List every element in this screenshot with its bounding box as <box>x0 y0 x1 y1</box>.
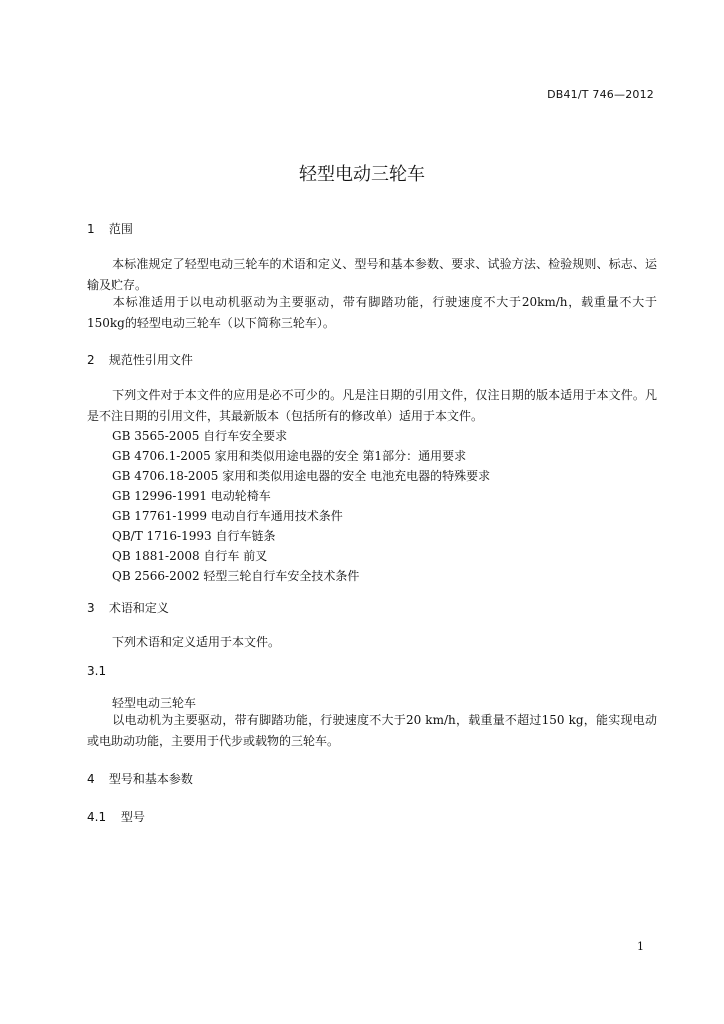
section-title: 术语和定义 <box>108 601 169 615</box>
section-number: 2 <box>87 353 95 367</box>
section-1-paragraph-1 <box>87 254 657 296</box>
paragraph-text: 本标准规定了轻型电动三轮车的术语和定义、型号和基本参数、要求、试验方法、检验规则、标志、运输及贮存。 <box>87 257 657 292</box>
section-number: 1 <box>87 222 95 236</box>
paragraph-text: 下列术语和定义适用于本文件。 <box>112 635 281 649</box>
paragraph-text: 下列文件对于本文件的应用是必不可少的。凡是注日期的引用文件，仅注日期的版本适用于本文件。凡是不注日期的引用文件，其最新版本（包括所有的修改单）适用于本文件。 <box>87 388 657 423</box>
subsection-4-1-heading <box>87 808 145 825</box>
subsection-number: 4.1 <box>87 810 107 824</box>
section-number: 4 <box>87 772 95 786</box>
reference-item: GB 3565-2005 自行车安全要求 <box>112 429 288 443</box>
section-title: 型号和基本参数 <box>108 772 193 786</box>
reference-item: QB 2566-2002 轻型三轮自行车安全技术条件 <box>112 569 360 583</box>
term-heading: 轻型电动三轮车 <box>112 696 197 710</box>
section-2-paragraph-1 <box>87 385 657 427</box>
section-3-heading <box>87 599 169 616</box>
section-title: 规范性引用文件 <box>108 353 193 367</box>
section-2-heading <box>87 351 193 368</box>
reference-item: GB 12996-1991 电动轮椅车 <box>112 489 271 503</box>
paragraph-text: 以电动机为主要驱动，带有脚踏功能，行驶速度不大于20 km/h，载重量不超过150 kg，能实现电动或电助动功能，主要用于代步或载物的三轮车。 <box>87 713 657 748</box>
document-title: 轻型电动三轮车 <box>299 164 425 185</box>
reference-item: GB 4706.18-2005 家用和类似用途电器的安全 电池充电器的特殊要求 <box>112 469 491 483</box>
reference-item: QB 1881-2008 自行车 前叉 <box>112 549 268 563</box>
document-code: DB41/T 746—2012 <box>547 88 654 101</box>
page-number: 1 <box>637 940 644 953</box>
section-number: 3 <box>87 601 95 615</box>
subsection-3-1-number: 3.1 <box>87 664 107 678</box>
reference-item: GB 17761-1999 电动自行车通用技术条件 <box>112 509 343 523</box>
section-3-paragraph-1 <box>87 632 657 653</box>
reference-list <box>112 426 490 586</box>
reference-item: GB 4706.1-2005 家用和类似用途电器的安全 第1部分：通用要求 <box>112 449 467 463</box>
term-definition <box>87 710 657 752</box>
section-1-heading <box>87 220 133 237</box>
section-4-heading <box>87 770 193 787</box>
section-1-paragraph-2 <box>87 292 657 334</box>
section-title: 范围 <box>108 222 133 236</box>
paragraph-text: 本标准适用于以电动机驱动为主要驱动，带有脚踏功能，行驶速度不大于20km/h，载重量不大于150kg的轻型电动三轮车（以下简称三轮车）。 <box>87 295 657 330</box>
subsection-title: 型号 <box>120 810 145 824</box>
reference-item: QB/T 1716-1993 自行车链条 <box>112 529 276 543</box>
